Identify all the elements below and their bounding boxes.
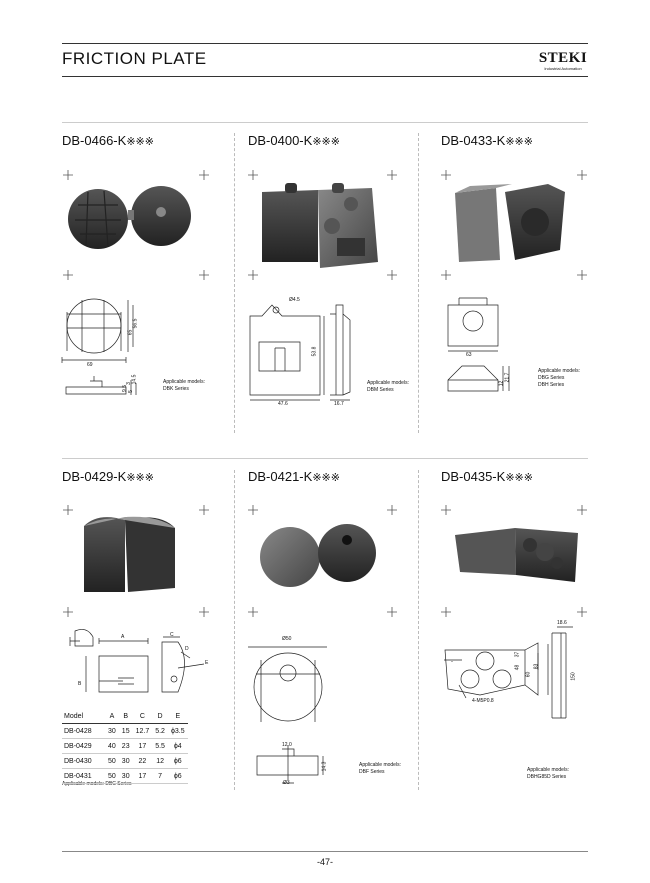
dimension-label: 16.7 xyxy=(334,401,344,407)
dimension-label: 83 xyxy=(533,663,540,670)
dimension-label: Ø50 xyxy=(282,636,292,642)
table-cell: ϕ6 xyxy=(168,754,188,769)
table-header: E xyxy=(168,709,188,724)
dimension-label: 18.6 xyxy=(557,620,567,626)
logo-subtext: Industrial Automation xyxy=(544,66,582,71)
table-cell: DB-0431 xyxy=(62,769,105,784)
product-photo-db-0435 xyxy=(455,528,578,582)
table-cell: 15 xyxy=(119,724,133,739)
dimension-label: 60 xyxy=(525,671,532,678)
table-header: A xyxy=(105,709,119,724)
page-number: -47- xyxy=(316,857,333,867)
dimension-label: 5 xyxy=(127,390,134,393)
dimension-label: 3 xyxy=(125,382,132,385)
dimension-label: 9.5 xyxy=(121,385,128,392)
dimension-label: 56.5 xyxy=(132,318,139,329)
table-header: C xyxy=(133,709,153,724)
product-photo-db-0400 xyxy=(262,183,378,268)
table-cell: 50 xyxy=(105,754,119,769)
table-cell: 50 xyxy=(105,769,119,784)
dimension-label: Ø3 xyxy=(283,780,290,786)
dimension-label: 37 xyxy=(514,651,521,658)
table-cell: 30 xyxy=(119,769,133,784)
table-cell: 17 xyxy=(133,739,153,754)
dimension-label: 21.7 xyxy=(504,372,511,383)
product-photo-db-0421 xyxy=(260,524,376,587)
product-title: DB-0433-K※※※ xyxy=(441,133,533,148)
logo-text: STEKI xyxy=(538,50,588,66)
table-header: Model xyxy=(62,709,105,724)
table-row xyxy=(62,754,188,769)
table-cell: 12 xyxy=(152,754,168,769)
dimension-label: 12.0 xyxy=(282,742,292,748)
dimension-label: A xyxy=(121,634,125,640)
dimension-label: 69 xyxy=(87,362,93,368)
dimension-label: 14.3 xyxy=(321,761,328,772)
dimension-label: 53.8 xyxy=(311,346,318,357)
footer-rule xyxy=(62,851,588,852)
dimension-label: E xyxy=(205,660,209,666)
dimension-label: B xyxy=(78,681,82,687)
dimension-label: Ø4.5 xyxy=(289,297,300,303)
applicable-models: Applicable models: DBG Series DBH Series xyxy=(538,368,580,388)
table-cell: 12.7 xyxy=(133,724,153,739)
table-cell: DB-0430 xyxy=(62,754,105,769)
applicable-models: Applicable models: DBF Series xyxy=(359,762,401,775)
dimension-label: 63 xyxy=(466,352,472,358)
applicable-models: Applicable models: DBK Series xyxy=(163,379,205,392)
table-cell: ϕ4 xyxy=(168,739,188,754)
product-title: DB-0421-K※※※ xyxy=(248,469,340,484)
applicable-models: Applicable models: DBHG85D Series xyxy=(527,767,569,780)
table-header: D xyxy=(152,709,168,724)
product-title: DB-0466-K※※※ xyxy=(62,133,154,148)
table-cell: 30 xyxy=(119,754,133,769)
page-title: FRICTION PLATE xyxy=(62,49,207,68)
dimension-label: 150 xyxy=(570,672,577,681)
table-cell: DB-0429 xyxy=(62,739,105,754)
table-cell: 23 xyxy=(119,739,133,754)
table-cell: ϕ6 xyxy=(168,769,188,784)
dimension-table xyxy=(62,709,188,784)
product-title: DB-0400-K※※※ xyxy=(248,133,340,148)
product-title: DB-0435-K※※※ xyxy=(441,469,533,484)
table-header-row xyxy=(62,709,188,724)
dimension-label: 47.6 xyxy=(278,401,288,407)
applicable-models: Applicable models: DBM Series xyxy=(367,380,409,393)
dimension-label: 12 xyxy=(498,380,505,387)
product-photo-db-0429 xyxy=(84,517,175,592)
product-photo-db-0433 xyxy=(455,184,565,262)
table-cell: 5.5 xyxy=(152,739,168,754)
table-cell: 5.2 xyxy=(152,724,168,739)
dimension-label: 65 xyxy=(127,329,134,336)
table-cell: 7 xyxy=(152,769,168,784)
applicable-models: Applicable models: DBC Series xyxy=(62,781,132,787)
table-cell: 40 xyxy=(105,739,119,754)
dimension-label: 48 xyxy=(514,664,521,671)
dimension-label: 4-M5P0.8 xyxy=(472,698,494,704)
dimension-label: 14.5 xyxy=(131,374,138,385)
product-photo-db-0466 xyxy=(68,186,191,249)
table-row xyxy=(62,724,188,739)
table-header: B xyxy=(119,709,133,724)
table-cell: 30 xyxy=(105,724,119,739)
table-cell: 22 xyxy=(133,754,153,769)
table-row xyxy=(62,769,188,784)
table-cell: ϕ3.5 xyxy=(168,724,188,739)
dimension-label: C xyxy=(170,632,174,638)
dimension-label: D xyxy=(185,646,189,652)
table-row xyxy=(62,739,188,754)
table-cell: 17 xyxy=(133,769,153,784)
table-cell: DB-0428 xyxy=(62,724,105,739)
product-title: DB-0429-K※※※ xyxy=(62,469,154,484)
